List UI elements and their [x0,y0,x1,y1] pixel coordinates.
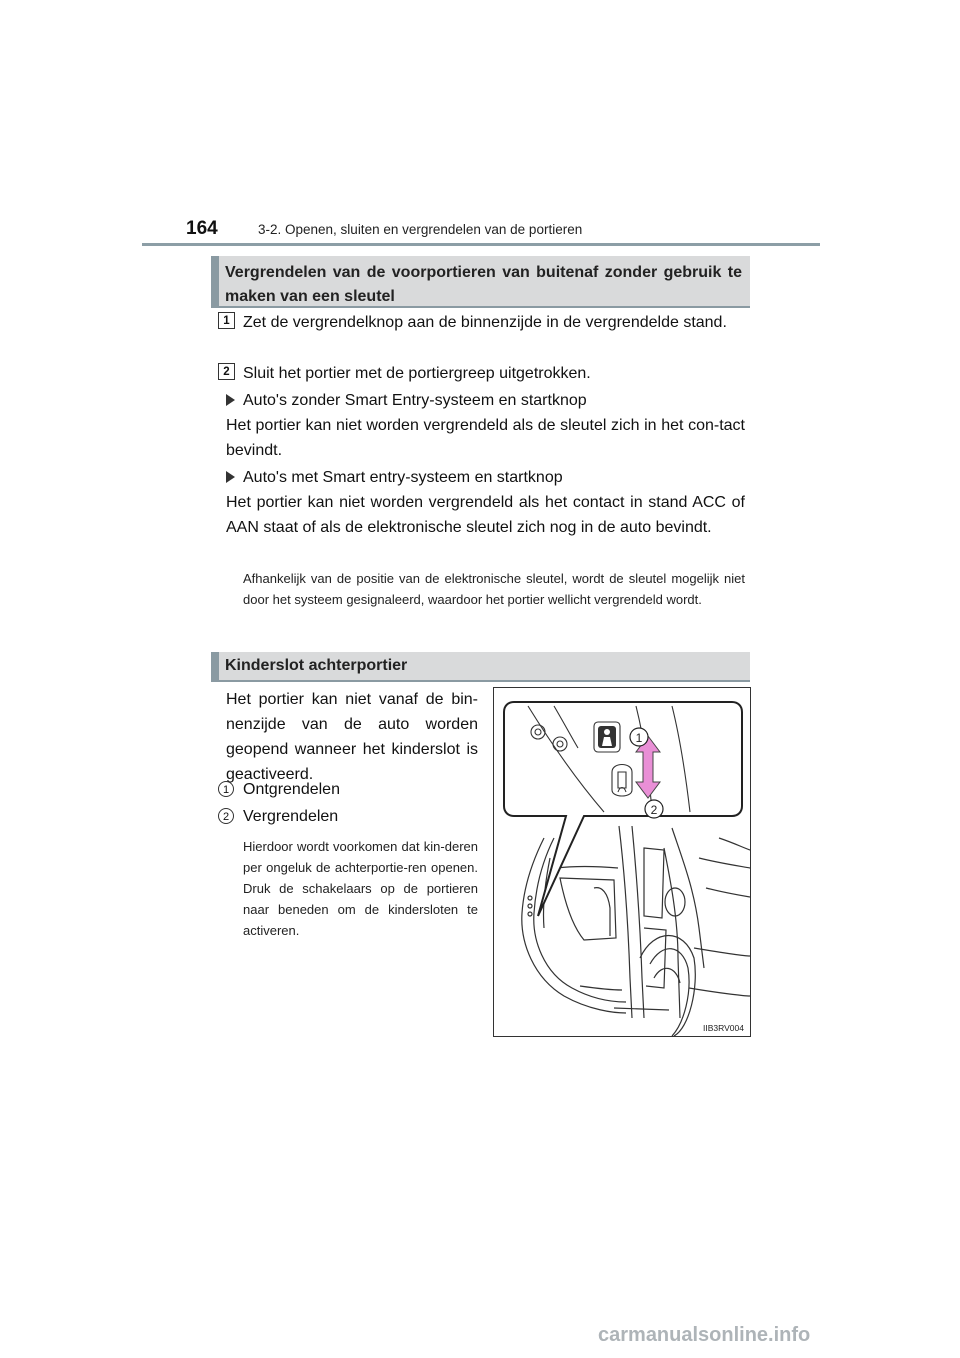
item-label-unlock: Ontgrendelen [243,781,340,798]
illustration-code: IIB3RV004 [703,1023,744,1033]
item-label-lock: Vergrendelen [243,808,339,825]
callout-2: 2 [650,803,658,817]
triangle-bullet-icon [226,394,235,406]
child-lock-symbol-icon [598,726,616,748]
note-child-lock: Hierdoor wordt voorkomen dat kin-deren per ongeluk de achterportie-ren openen. Druk de schakelaars op de portieren naar beneden om de kindersloten te activeren. [243,839,478,938]
case-with-smart-entry [226,465,563,490]
case-without-smart-entry [226,388,587,413]
child-lock-intro: Het portier kan niet vanaf de bin-nenzijde van de auto worden geopend wanneer het kinderslot is geactiveerd. [226,691,478,783]
triangle-bullet-icon [226,471,235,483]
section-title: 3-2. Openen, sluiten en vergrendelen van de portieren [258,222,583,237]
rear-door-drawing [494,688,750,1036]
step-number-1: 1 [218,312,235,329]
heading-child-lock: Kinderslot achterportier [211,652,750,680]
heading-lock-front-doors: Vergrendelen van de voorportieren van buitenaf zonder gebruik te maken van een sleutel [211,256,750,306]
callout-1: 1 [635,731,643,745]
header-rule [142,243,820,246]
note-electronic-key: Afhankelijk van de positie van de elektronische sleutel, wordt de sleutel mogelijk niet door het systeem gesignaleerd, waardoor het portier wellicht vergrendeld wordt. [243,571,745,607]
watermark: carmanualsonline.info [598,1324,811,1346]
page-number: 164 [186,218,218,239]
item-number-2: 2 [218,808,234,824]
child-lock-illustration [493,687,751,1037]
step-text-1: Zet de vergrendelknop aan de binnenzijde in de vergrendelde stand. [243,314,727,331]
case2-title: Auto's met Smart entry-systeem en startknop [243,469,563,486]
step-number-2: 2 [218,363,235,380]
case1-title: Auto's zonder Smart Entry-systeem en startknop [243,392,587,409]
item-number-1: 1 [218,781,234,797]
case2-text: Het portier kan niet worden vergrendeld als het contact in stand ACC of AAN staat of als de elektronische sleutel zich nog in de auto bevindt. [226,494,745,536]
case1-text: Het portier kan niet worden vergrendeld als de sleutel zich in het con-tact bevindt. [226,417,745,459]
step-text-2: Sluit het portier met de portiergreep uitgetrokken. [243,365,591,382]
